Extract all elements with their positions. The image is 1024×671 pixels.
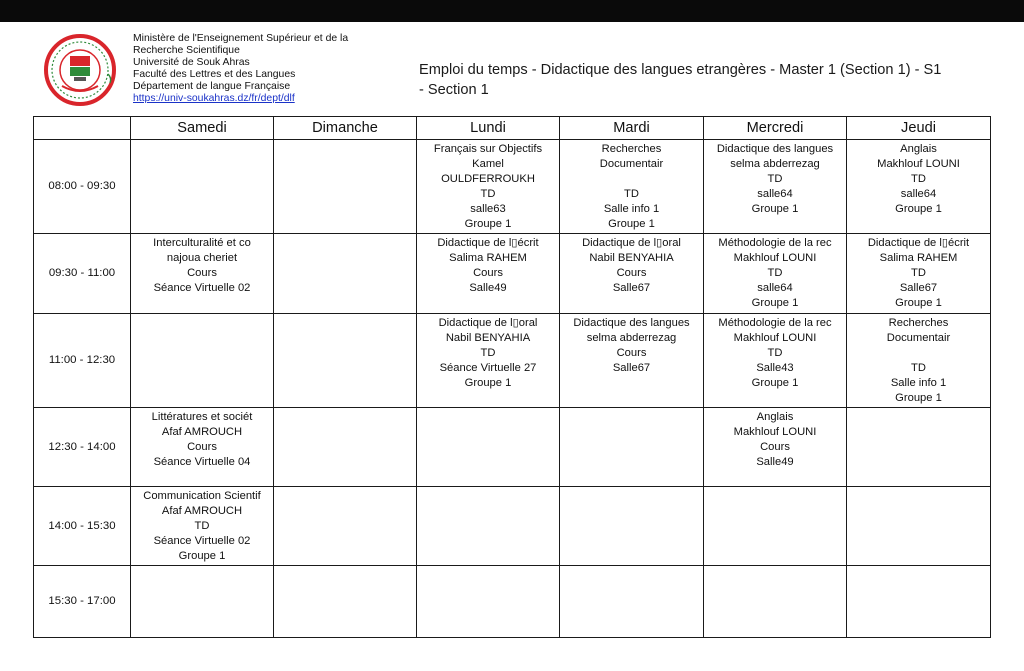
course-line: Groupe 1 (608, 218, 655, 230)
top-black-bar (0, 0, 1024, 22)
time-slot: 15:30 - 17:00 (34, 566, 131, 638)
empty-cell (131, 566, 274, 638)
university-logo-icon (44, 34, 116, 106)
course-line: Didactique de l▯écrit (867, 237, 970, 249)
title-line-1: Emploi du temps - Didactique des langues etrangères - Master 1 (Section 1) - S1 (419, 62, 942, 78)
course-line: Afaf AMROUCH (161, 426, 243, 438)
course-line: Salima RAHEM (449, 252, 527, 264)
course-line: Salle49 (469, 282, 507, 294)
corner-cell (34, 117, 131, 140)
course-line: Méthodologie de la rec (718, 317, 832, 329)
course-line: Didactique de l▯oral (582, 237, 681, 249)
course-line: Littératures et sociét (151, 411, 253, 423)
course-cell (131, 234, 274, 314)
course-line: najoua cheriet (166, 252, 238, 264)
course-line: selma abderrezag (586, 332, 677, 344)
course-line: Cours (187, 267, 217, 279)
course-line: Salle67 (612, 282, 651, 294)
course-line: selma abderrezag (730, 158, 820, 170)
institution-line: Université de Souk Ahras (133, 56, 250, 68)
course-cell (417, 140, 560, 234)
empty-cell (274, 234, 417, 314)
day-header: Samedi (131, 117, 274, 140)
course-cell (847, 234, 991, 314)
course-line: Méthodologie de la rec (718, 237, 832, 249)
empty-cell (417, 487, 560, 566)
course-cell (704, 408, 847, 487)
course-cell (560, 140, 704, 234)
course-line: Salle49 (756, 456, 794, 468)
course-line: Makhlouf LOUNI (733, 252, 817, 264)
department-link[interactable]: https://univ-soukahras.dz/fr/dept/dlf (133, 92, 295, 104)
timetable (33, 116, 991, 638)
day-header: Mercredi (704, 117, 847, 140)
empty-cell (417, 566, 560, 638)
institution-line: Recherche Scientifique (133, 44, 240, 56)
course-line: Communication Scientif (143, 490, 261, 502)
course-line: Séance Virtuelle 02 (153, 282, 251, 294)
empty-cell (417, 408, 560, 487)
course-line (560, 172, 703, 187)
course-line: Didactique de l▯écrit (437, 237, 539, 249)
course-cell (704, 140, 847, 234)
course-line: OULDFERROUKH (441, 173, 535, 185)
course-line: Didactique de l▯oral (438, 317, 538, 329)
empty-cell (131, 314, 274, 408)
empty-cell (274, 487, 417, 566)
empty-cell (274, 140, 417, 234)
course-line (847, 346, 990, 361)
institution-line: Faculté des Lettres et des Langues (133, 68, 296, 80)
course-line: TD (624, 188, 639, 200)
course-line: TD (911, 362, 926, 374)
course-line: Groupe 1 (895, 297, 942, 309)
course-line: Groupe 1 (178, 550, 226, 562)
course-line: Séance Virtuelle 02 (153, 535, 251, 547)
course-cell (560, 314, 704, 408)
course-line: TD (767, 173, 783, 185)
empty-cell (274, 566, 417, 638)
course-cell (131, 487, 274, 566)
empty-cell (274, 314, 417, 408)
course-cell (847, 314, 991, 408)
course-line: salle64 (900, 188, 937, 200)
institution-header (133, 33, 348, 104)
course-cell (847, 140, 991, 234)
course-line: Recherches (888, 317, 949, 329)
course-line: Groupe 1 (895, 392, 942, 404)
course-line: Cours (760, 441, 790, 453)
title-line-2: - Section 1 (419, 82, 489, 98)
empty-cell (847, 408, 991, 487)
course-line: Anglais (756, 411, 794, 423)
course-line: Groupe 1 (895, 203, 942, 215)
timetable-row (34, 487, 991, 566)
course-line: Salle43 (756, 362, 794, 374)
course-cell (417, 234, 560, 314)
course-line: Groupe 1 (751, 203, 799, 215)
course-line: Didactique des langues (573, 317, 690, 329)
course-line: Séance Virtuelle 27 (439, 362, 537, 374)
course-line: Documentair (886, 332, 951, 344)
course-line: Salle info 1 (603, 203, 660, 215)
course-line: Makhlouf LOUNI (877, 158, 960, 170)
day-header: Jeudi (847, 117, 991, 140)
course-line: Groupe 1 (464, 377, 512, 389)
time-slot: 14:00 - 15:30 (34, 487, 131, 566)
course-line: TD (911, 173, 926, 185)
day-header: Mardi (560, 117, 704, 140)
timetable-row (34, 566, 991, 638)
institution-line: Ministère de l'Enseignement Supérieur et de la (133, 33, 349, 44)
course-line: Cours (473, 267, 503, 279)
course-line: Cours (616, 267, 647, 279)
empty-cell (274, 408, 417, 487)
course-line: Séance Virtuelle 04 (153, 456, 251, 468)
course-line: salle64 (757, 282, 793, 294)
course-line: TD (767, 267, 783, 279)
empty-cell (847, 566, 991, 638)
course-line: Nabil BENYAHIA (445, 332, 531, 344)
course-line: Recherches (601, 143, 662, 155)
header-row (34, 117, 991, 140)
empty-cell (560, 566, 704, 638)
course-line: Makhlouf LOUNI (733, 332, 817, 344)
timetable-row (34, 314, 991, 408)
course-line: Cours (187, 441, 217, 453)
timetable-row (34, 234, 991, 314)
course-line: Documentair (599, 158, 664, 170)
timetable-row (34, 408, 991, 487)
course-line: salle64 (757, 188, 793, 200)
time-slot: 11:00 - 12:30 (34, 314, 131, 408)
empty-cell (847, 487, 991, 566)
course-line: Salle67 (612, 362, 651, 374)
course-line: Cours (616, 347, 647, 359)
time-slot: 09:30 - 11:00 (34, 234, 131, 314)
course-cell (131, 408, 274, 487)
course-line: salle63 (470, 203, 506, 215)
course-line: Groupe 1 (751, 297, 799, 309)
course-line: Makhlouf LOUNI (733, 426, 817, 438)
empty-cell (704, 487, 847, 566)
course-line: TD (767, 347, 783, 359)
course-line: TD (911, 267, 926, 279)
course-line: Anglais (900, 143, 937, 155)
day-header: Dimanche (274, 117, 417, 140)
empty-cell (560, 408, 704, 487)
time-slot: 12:30 - 14:00 (34, 408, 131, 487)
course-line: Kamel (472, 158, 504, 170)
course-line: Groupe 1 (751, 377, 799, 389)
page-title (419, 60, 999, 100)
institution-line: Département de langue Française (133, 80, 291, 92)
course-cell (704, 314, 847, 408)
course-cell (417, 314, 560, 408)
course-cell (704, 234, 847, 314)
empty-cell (560, 487, 704, 566)
course-line: TD (480, 188, 496, 200)
course-line: Groupe 1 (464, 218, 512, 230)
course-line: Afaf AMROUCH (161, 505, 243, 517)
course-line: Interculturalité et co (153, 237, 251, 249)
course-line: Français sur Objectifs (433, 143, 543, 155)
empty-cell (131, 140, 274, 234)
course-cell (560, 234, 704, 314)
time-slot: 08:00 - 09:30 (34, 140, 131, 234)
day-header: Lundi (417, 117, 560, 140)
course-line: Salle info 1 (890, 377, 947, 389)
course-line: TD (480, 347, 496, 359)
course-line: Salima RAHEM (879, 252, 958, 264)
course-line: TD (194, 520, 210, 532)
course-line: Nabil BENYAHIA (589, 252, 674, 264)
course-line: Didactique des langues (716, 143, 834, 155)
course-line: Salle67 (899, 282, 938, 294)
timetable-row (34, 140, 991, 234)
empty-cell (704, 566, 847, 638)
